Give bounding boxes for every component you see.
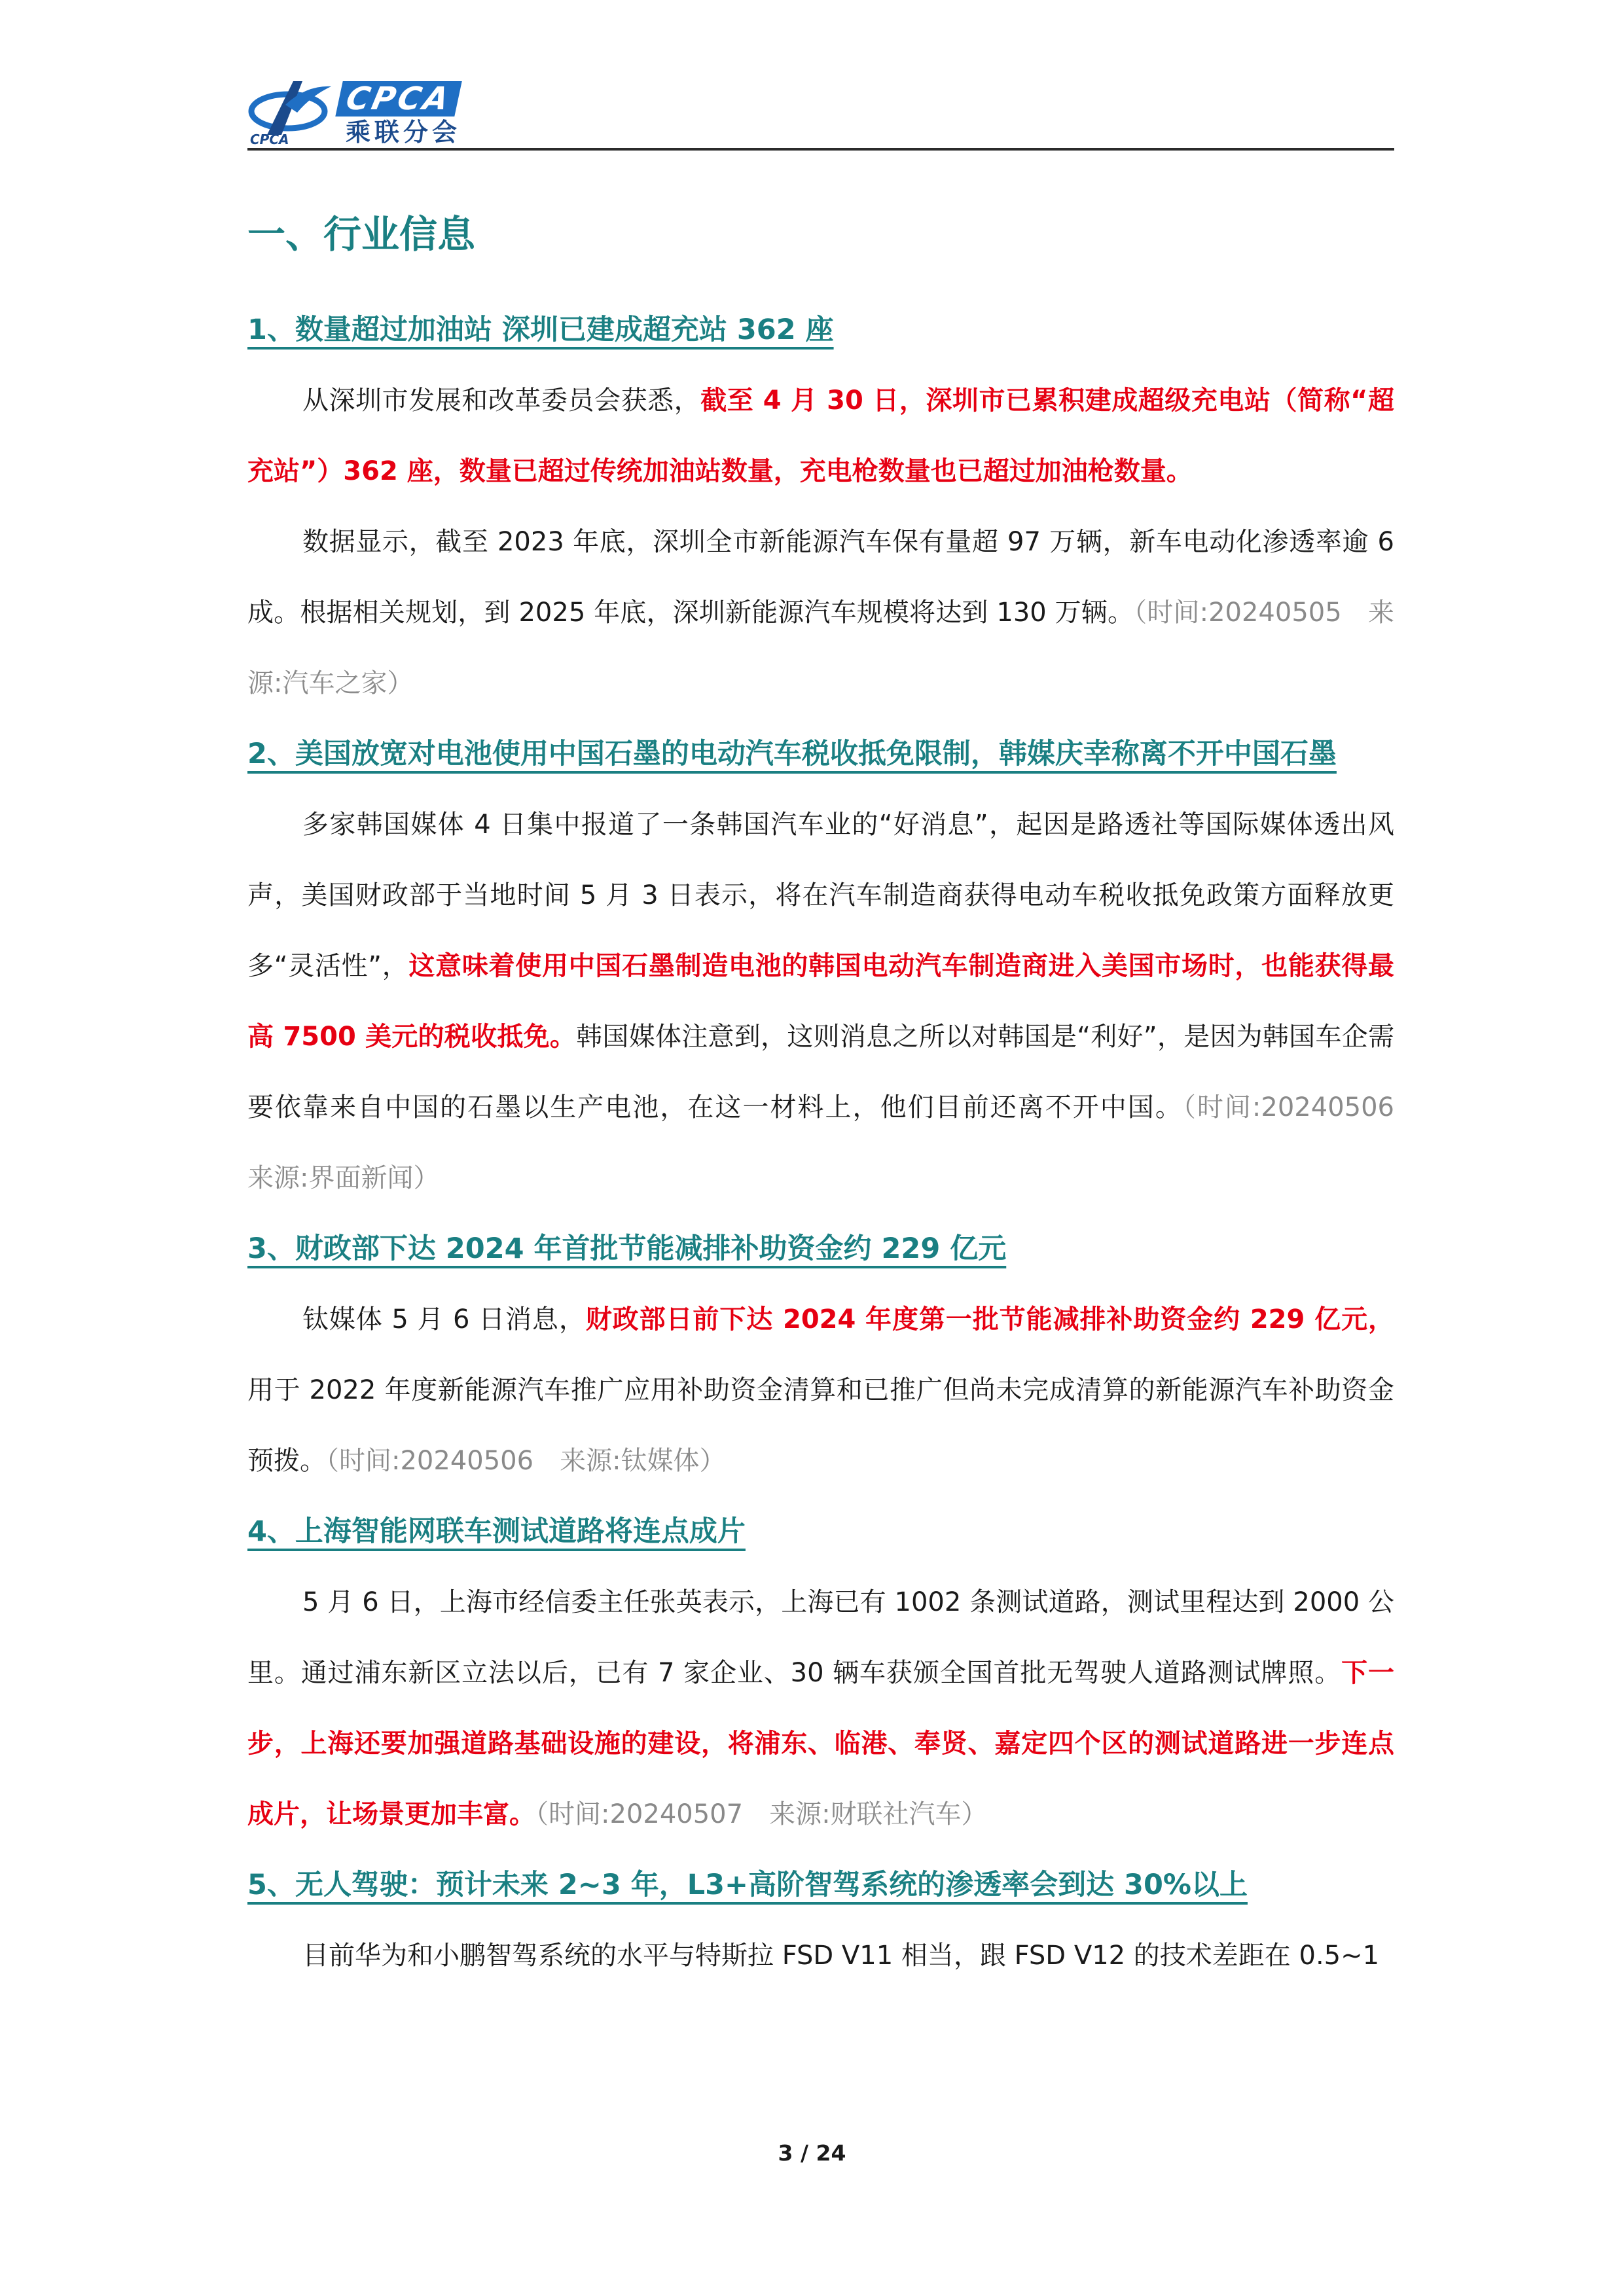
news-item-4 [247,1496,1394,1850]
highlight-text: 截至 4 月 30 日，深圳市已累积建成超级充电站（简称“超充站”）362 座，数量已超过传统加油站数量，充电枪数量也已超过加油枪数量。 [247,386,1394,486]
logo-subtitle: 乘联分会 [346,118,461,147]
paragraph: 钛媒体 5 月 6 日消息，财政部日前下达 2024 年度第一批节能减排补助资金约 229 亿元，用于 2022 年度新能源汽车推广应用补助资金清算和已推广但尚未完成清算的新能源汽车补助资金预拨。（时间:20240506 来源:钛媒体） [247,1304,1394,1476]
highlight-text: 这意味着使用中国石墨制造电池的韩国电动汽车制造商进入美国市场时，也能获得最高 7500 美元的税收抵免。 [247,951,1394,1052]
paragraph: 5 月 6 日，上海市经信委主任张英表示，上海已有 1002 条测试道路，测试里程达到 2000 公里。通过浦东新区立法以后，已有 7 家企业、30 辆车获颁全国首批无驾驶人道路测试牌照。下一步，上海还要加强道路基础设施的建设，将浦东、临港、奉贤、嘉定四个区的测试道路进一步连点成片，让场景更加丰富。（时间:20240507 来源:财联社汽车） [247,1587,1395,1829]
news-item-5 [247,1850,1394,1991]
paragraph: 从深圳市发展和改革委员会获悉，截至 4 月 30 日，深圳市已累积建成超级充电站（简称“超充站”）362 座，数量已超过传统加油站数量，充电枪数量也已超过加油枪数量。 [247,386,1394,486]
highlight-text: 下一步，上海还要加强道路基础设施的建设，将浦东、临港、奉贤、嘉定四个区的测试道路进一步连点成片，让场景更加丰富。 [247,1658,1395,1829]
page-number: 3 / 24 [778,2140,846,2166]
page-header [247,68,1394,149]
item-title: 2、美国放宽对电池使用中国石墨的电动汽车税收抵免限制，韩媒庆幸称离不开中国石墨 [247,738,1337,770]
cpca-emblem-icon [247,72,339,145]
item-title: 4、上海智能网联车测试道路将连点成片 [247,1515,746,1548]
item-title: 1、数量超过加油站 深圳已建成超充站 362 座 [247,314,834,346]
source-note: （时间:20240506 来源:钛媒体） [326,1446,726,1476]
item-title: 5、无人驾驶：预计未来 2~3 年，L3+高阶智驾系统的渗透率会到达 30%以上 [247,1869,1248,1901]
source-note: （时间:20240505 来源:汽车之家） [247,598,1394,698]
source-note: （时间:20240507 来源:财联社汽车） [535,1799,988,1829]
news-item-1 [247,295,1394,719]
item-title: 3、财政部下达 2024 年首批节能减排补助资金约 229 亿元 [247,1232,1007,1265]
source-note: （时间:20240506 来源:界面新闻） [247,1092,1421,1193]
news-item-3 [247,1213,1394,1496]
news-item-2 [247,719,1421,1213]
paragraph: 目前华为和小鹏智驾系统的水平与特斯拉 FSD V11 相当，跟 FSD V12 的技术差距在 0.5~1 [302,1941,1380,1971]
highlight-text: 财政部日前下达 2024 年度第一批节能减排补助资金约 229 亿元， [585,1304,1394,1335]
section-title: 一、行业信息 [247,212,476,257]
header-divider [247,148,1394,151]
paragraph: 多家韩国媒体 4 日集中报道了一条韩国汽车业的“好消息”，起因是路透社等国际媒体透出风声，美国财政部于当地时间 5 月 3 日表示，将在汽车制造商获得电动车税收抵免政策方面释放更多“灵活性”，这意味着使用中国石墨制造电池的韩国电动汽车制造商进入美国市场时，也能获得最高 7500 美元的税收抵免。韩国媒体注意到，这则消息之所以对韩国是“利好”，是因为韩国车企需要依靠来自中国的石墨以生产电池，在这一材料上，他们目前还离不开中国。（时间:20240506 来源:界面新闻） [247,810,1421,1193]
svg-text:CPCA: CPCA [250,132,289,145]
paragraph: 数据显示，截至 2023 年底，深圳全市新能源汽车保有量超 97 万辆，新车电动化渗透率逾 6 成。根据相关规划，到 2025 年底，深圳新能源汽车规模将达到 130 万辆。（时间:20240505 来源:汽车之家） [247,527,1394,698]
document-body [247,196,1421,1991]
cpca-logo [247,72,483,145]
logo-cpca-text: CPCA [335,81,461,117]
